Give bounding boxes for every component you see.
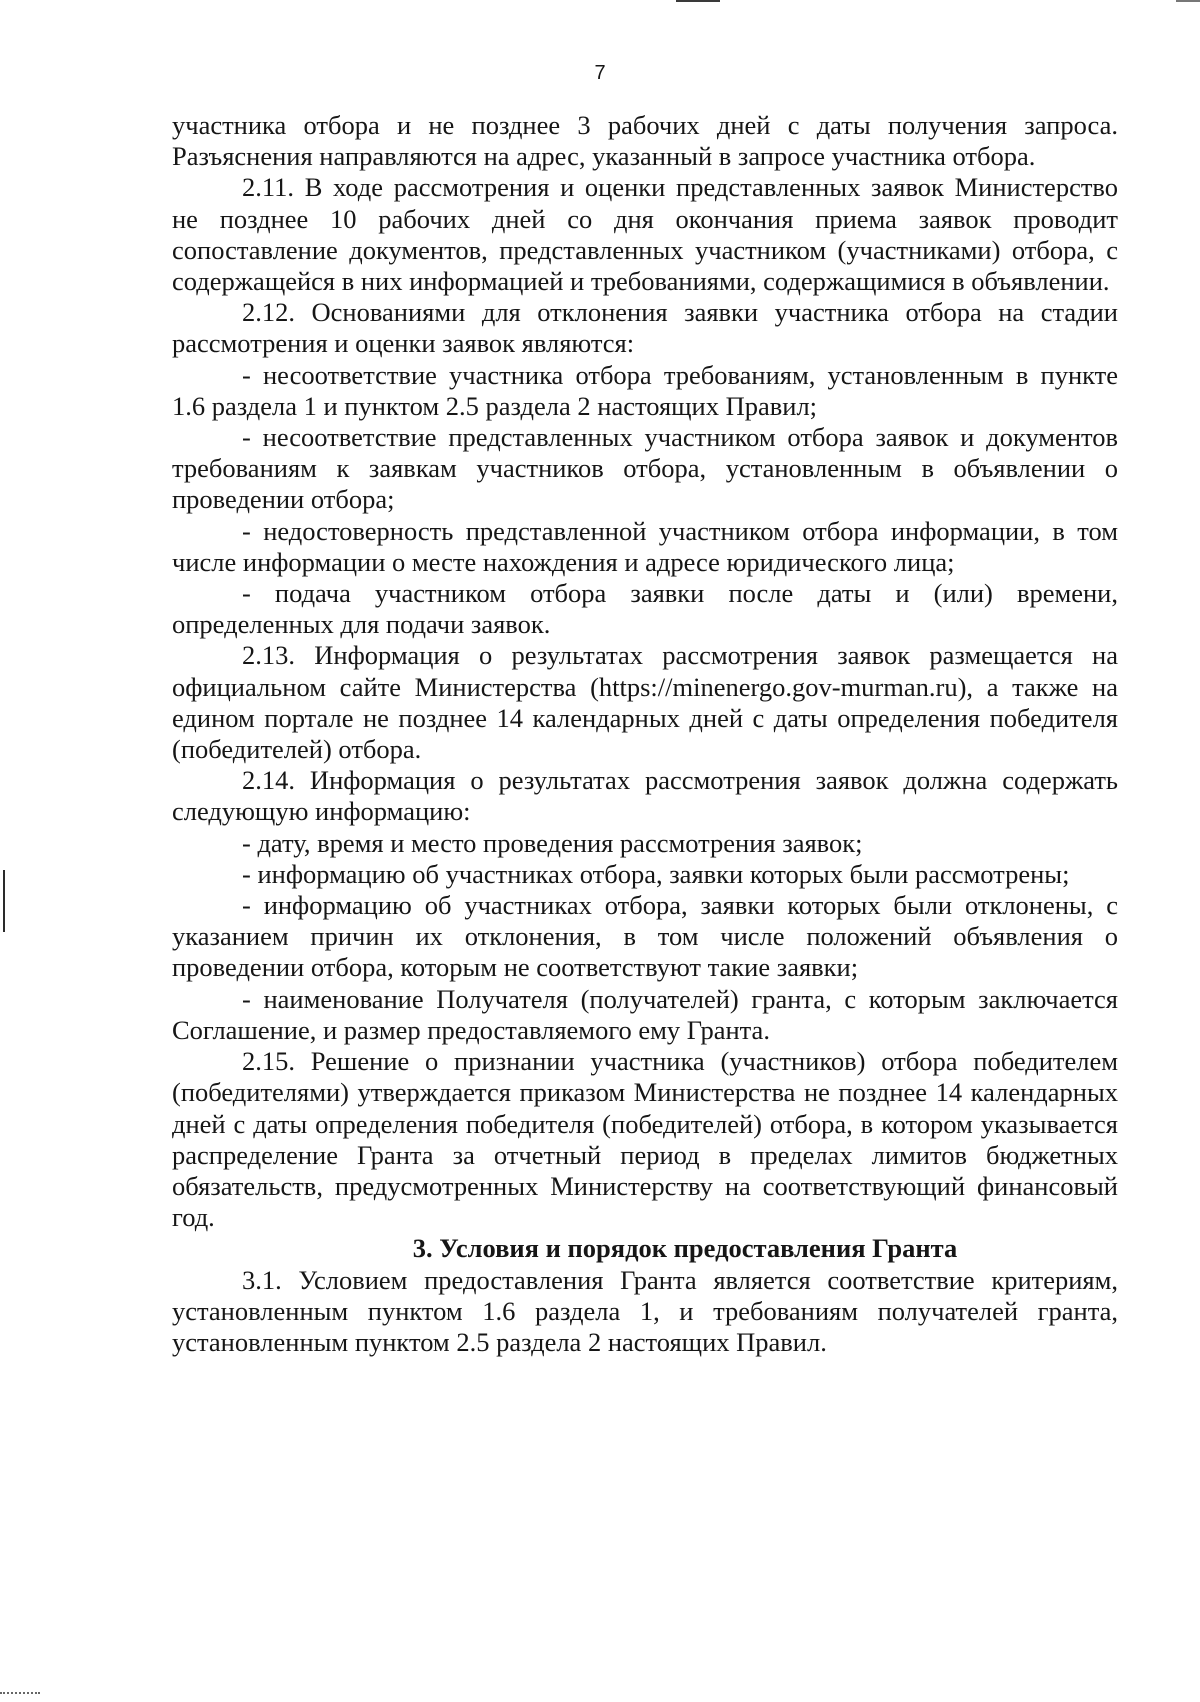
scan-artifact-bottom: [0, 1692, 40, 1698]
scan-margin-mark: [3, 870, 5, 932]
clause-2-12-item-4: - подача участником отбора заявки после даты и (или) времени, определенных для подачи заявок.: [172, 578, 1118, 640]
scan-artifact-top: [676, 0, 720, 2]
document-body: [172, 110, 1118, 1358]
clause-2-12-item-2: - несоответствие представленных участником отбора заявок и документов требованиям к заявкам участников отбора, установленным в объявлении о проведении отбора;: [172, 422, 1118, 515]
section-3-heading: 3. Условия и порядок предоставления Гранта: [412, 1233, 958, 1264]
paragraph-continuation: участника отбора и не позднее 3 рабочих дней с даты получения запроса. Разъяснения направляются на адрес, указанный в запросе участника отбора.: [172, 110, 1118, 172]
clause-2-14-item-2: - информацию об участниках отбора, заявки которых были рассмотрены;: [242, 858, 1070, 889]
clause-2-12-item-3: - недостоверность представленной участником отбора информации, в том числе информации о месте нахождения и адресе юридического лица;: [172, 515, 1118, 577]
clause-2-12-item-1: - несоответствие участника отбора требованиям, установленным в пункте 1.6 раздела 1 и пунктом 2.5 раздела 2 настоящих Правил;: [172, 359, 1118, 421]
clause-2-13: 2.13. Информация о результатах рассмотрения заявок размещается на официальном сайте Министерства (https://minenergo.gov-murman.ru), а также на едином портале не позднее 14 календарных дней с даты определения победителя (победителей) отбора.: [172, 640, 1118, 765]
clause-3-1: 3.1. Условием предоставления Гранта является соответствие критериям, установленным пунктом 1.6 раздела 1, и требованиям получателей гранта, установленным пунктом 2.5 раздела 2 настоящих Правил.: [172, 1264, 1118, 1357]
clause-2-14: 2.14. Информация о результатах рассмотрения заявок должна содержать следующую информацию:: [172, 765, 1118, 827]
clause-2-11: 2.11. В ходе рассмотрения и оценки представленных заявок Министерство не позднее 10 рабочих дней со дня окончания приема заявок проводит сопоставление документов, представленных участником (участниками) отбора, с содержащейся в них информацией и требованиями, содержащимися в объявлении.: [172, 172, 1118, 297]
clause-2-14-item-1: - дату, время и место проведения рассмотрения заявок;: [242, 827, 863, 858]
clause-2-12: 2.12. Основаниями для отклонения заявки участника отбора на стадии рассмотрения и оценки заявок являются:: [172, 297, 1118, 359]
page-number: 7: [594, 62, 606, 84]
clause-2-15: 2.15. Решение о признании участника (участников) отбора победителем (победителями) утверждается приказом Министерства не позднее 14 календарных дней с даты определения победителя (победителей) отбора, в котором указывается распределение Гранта за отчетный период в пределах лимитов бюджетных обязательств, предусмотренных Министерству на соответствующий финансовый год.: [172, 1046, 1118, 1233]
clause-2-14-item-3: - информацию об участниках отбора, заявки которых были отклонены, с указанием причин их отклонения, в том числе положений объявления о проведении отбора, которым не соответствуют такие заявки;: [172, 890, 1118, 983]
scan-artifact-top-right: [1176, 0, 1200, 2]
clause-2-14-item-4: - наименование Получателя (получателей) гранта, с которым заключается Соглашение, и размер предоставляемого ему Гранта.: [172, 983, 1118, 1045]
